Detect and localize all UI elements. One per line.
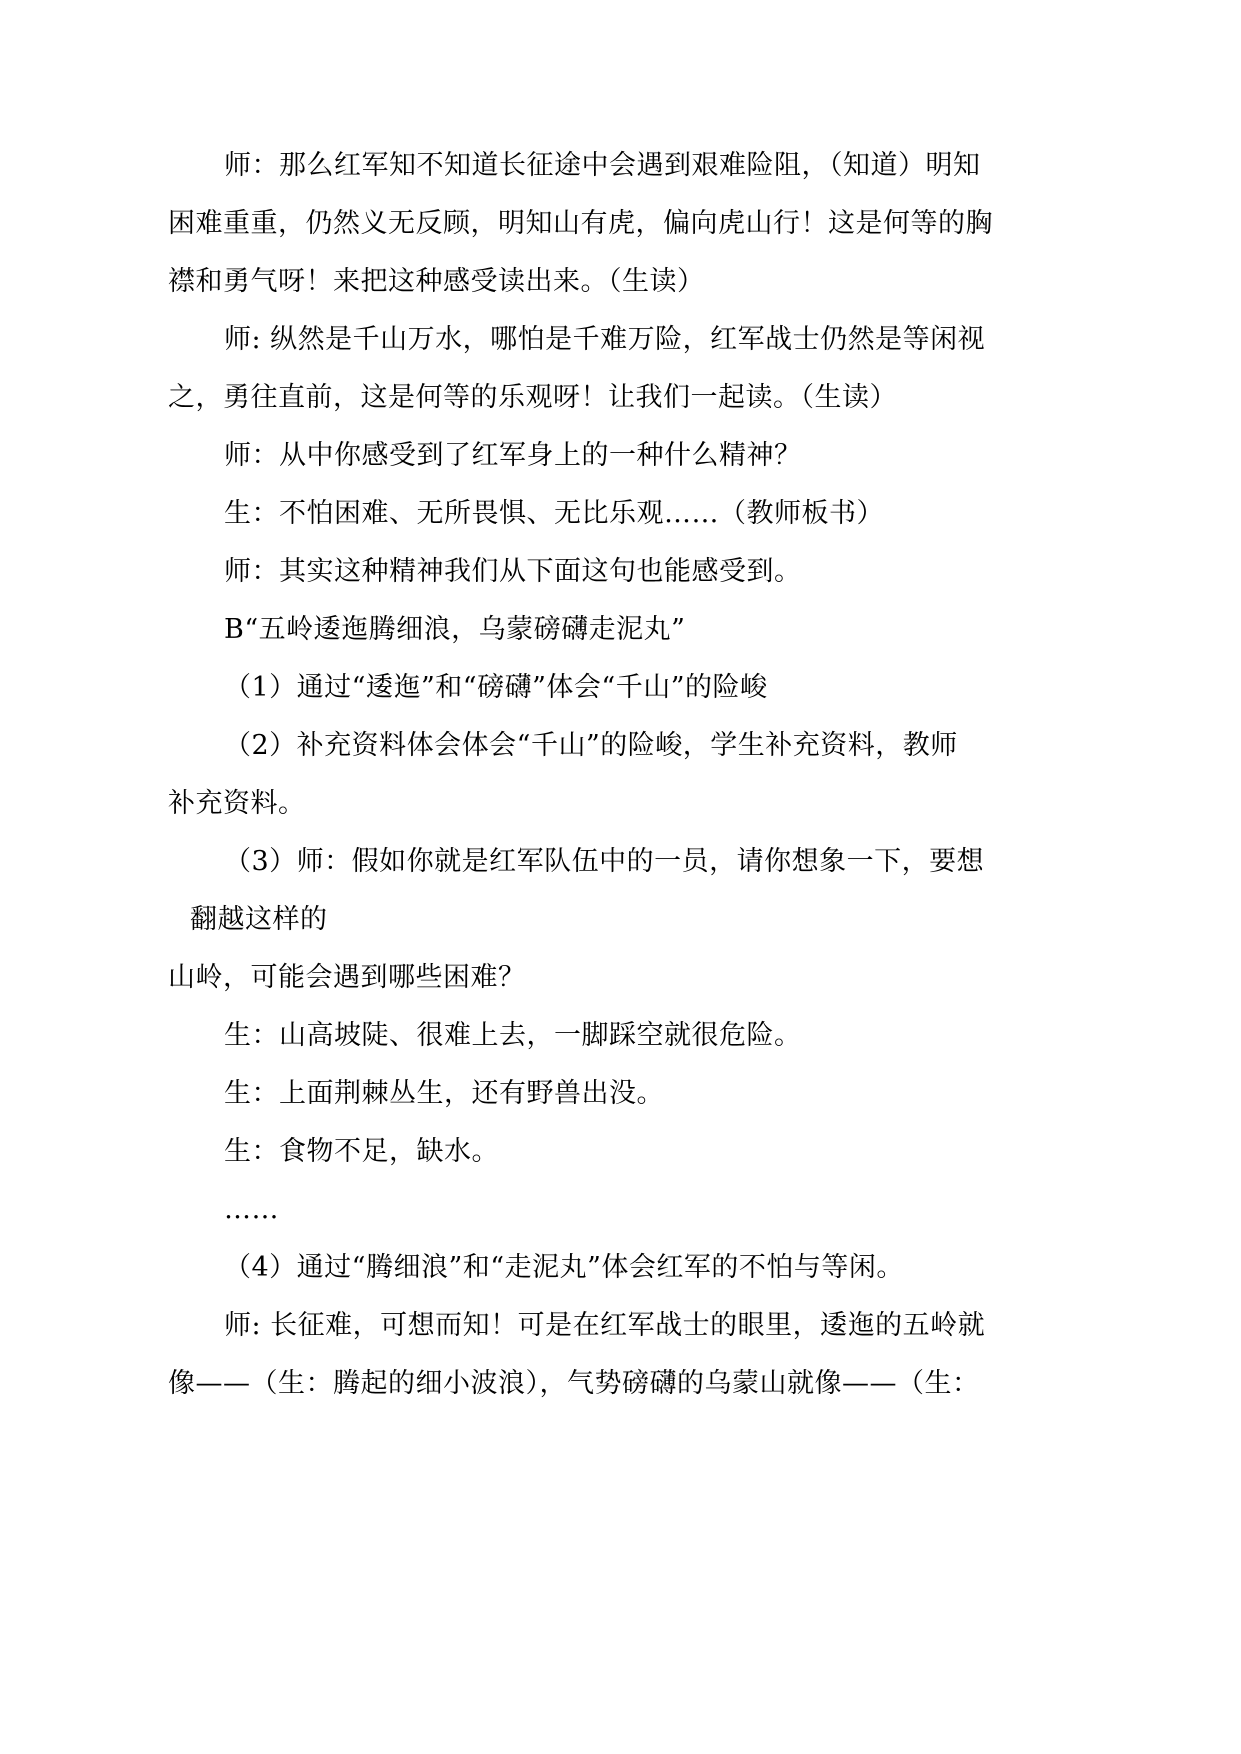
text-line: （2）补充资料体会体会“千山”的险峻，学生补充资料，教师 <box>224 730 958 761</box>
text-line: （1）通过“逶迤”和“磅礴”体会“千山”的险峻 <box>224 672 768 703</box>
text-line: 生：不怕困难、无所畏惧、无比乐观……（教师板书） <box>224 498 884 529</box>
text-line: 生：山高坡陡、很难上去，一脚踩空就很危险。 <box>224 1020 802 1051</box>
text-line: 之，勇往直前，这是何等的乐观呀！让我们一起读。（生读） <box>168 382 897 413</box>
text-line: 像——（生：腾起的细小波浪），气势磅礴的乌蒙山就像——（生： <box>168 1368 980 1399</box>
text-line: 补充资料。 <box>168 788 306 819</box>
text-line: 山岭，可能会遇到哪些困难？ <box>168 962 526 993</box>
text-line: （3）师：假如你就是红军队伍中的一员，请你想象一下，要想 <box>224 846 985 877</box>
text-line: 师：其实这种精神我们从下面这句也能感受到。 <box>224 556 802 587</box>
text-line: B“五岭逶迤腾细浪，乌蒙磅礴走泥丸” <box>224 614 686 645</box>
text-line: 翻越这样的 <box>190 904 328 935</box>
text-line: 师：从中你感受到了红军身上的一种什么精神？ <box>224 440 802 471</box>
text-line: 师: 纵然是千山万水，哪怕是千难万险，红军战士仍然是等闲视 <box>224 324 986 355</box>
text-line: 困难重重，仍然义无反顾，明知山有虎，偏向虎山行！这是何等的胸 <box>168 208 993 239</box>
text-line: 生：上面荆棘丛生，还有野兽出没。 <box>224 1078 664 1109</box>
text-line: （4）通过“腾细浪”和“走泥丸”体会红军的不怕与等闲。 <box>224 1252 904 1283</box>
text-line: 师：那么红军知不知道长征途中会遇到艰难险阻，（知道）明知 <box>224 150 981 181</box>
text-line: …… <box>224 1194 279 1225</box>
text-line: 生：食物不足，缺水。 <box>224 1136 499 1167</box>
text-line: 襟和勇气呀！来把这种感受读出来。（生读） <box>168 266 705 297</box>
text-line: 师: 长征难，可想而知！可是在红军战士的眼里，逶迤的五岭就 <box>224 1310 986 1341</box>
